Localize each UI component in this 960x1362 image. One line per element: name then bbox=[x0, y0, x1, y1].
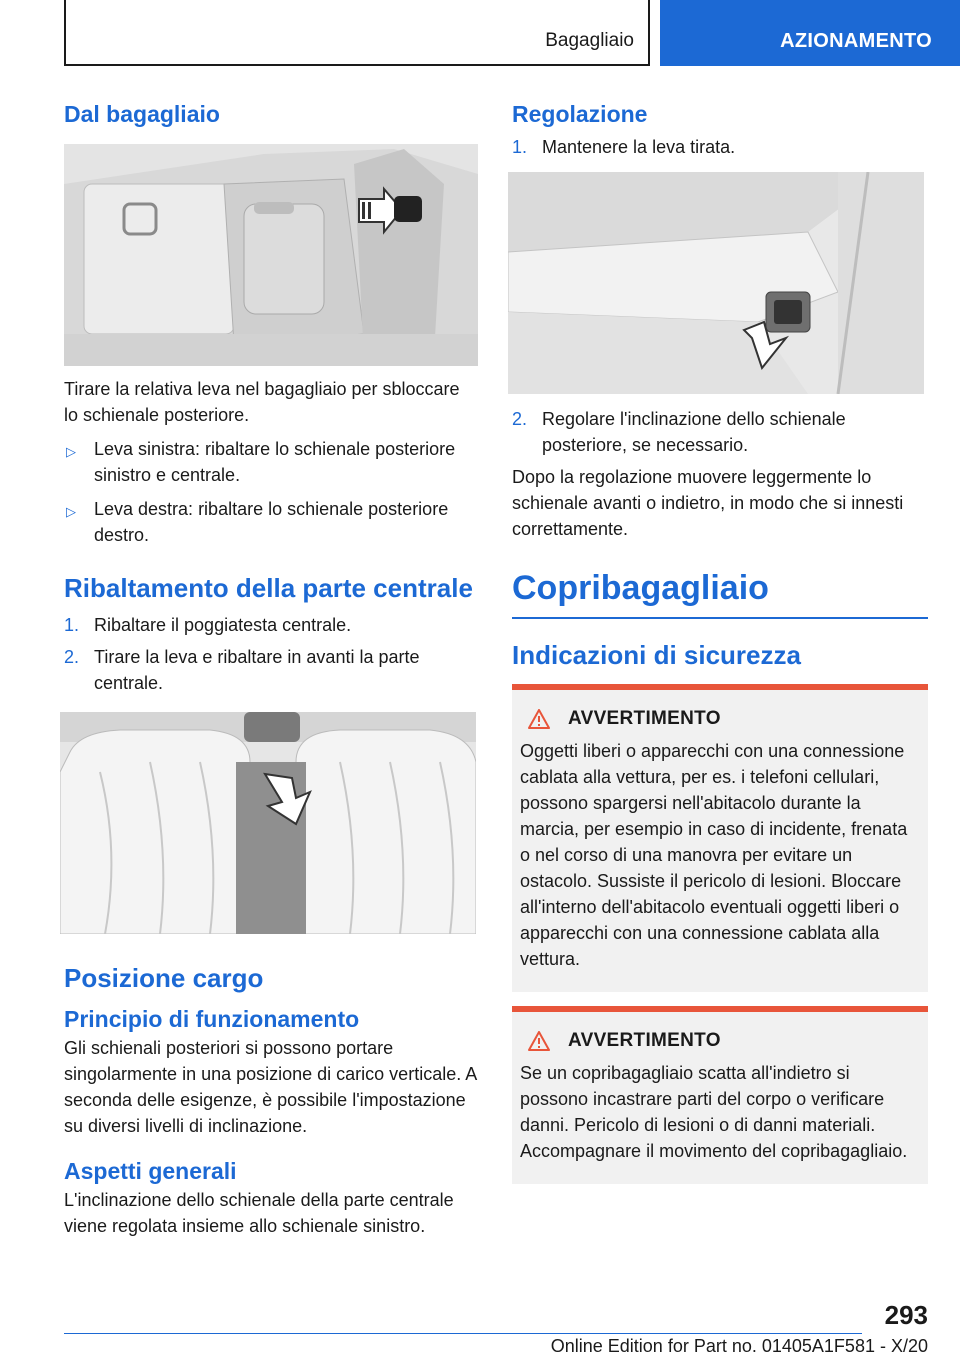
warning-text: Se un copribagagliaio scatta all'indietro si possono incastrare parti del corpo o verificare danni. Pericolo di lesioni o di danni materiali. Accompagnare il movimento del copribagagliaio. bbox=[520, 1063, 908, 1162]
heading-copribagagliaio: Copribagagliaio bbox=[512, 568, 769, 607]
step-number: 2. bbox=[512, 408, 528, 429]
left-column bbox=[64, 100, 478, 1239]
right-column bbox=[512, 100, 928, 1184]
list-item bbox=[512, 134, 928, 160]
heading-principio: Principio di funzionamento bbox=[64, 1006, 360, 1033]
footer-edition: Online Edition for Part no. 01405A1F581 - X/20 bbox=[550, 1336, 928, 1356]
heading-rule bbox=[512, 617, 928, 619]
header-section-title: Bagagliaio bbox=[545, 30, 634, 51]
bullet-text: Leva sinistra: ribaltare lo schienale posteriore sinistro e centrale. bbox=[94, 438, 456, 485]
para-tirare-leva: Tirare la relativa leva nel bagagliaio per sbloccare lo schienale posteriore. bbox=[64, 378, 460, 425]
warning-triangle-icon bbox=[528, 709, 550, 729]
page-number: 293 bbox=[884, 1300, 928, 1330]
para-principio: Gli schienali posteriori si possono portare singolarmente in una posizione di carico verticale. A seconda delle esigenze, è possibile l'impostazione su diversi livelli di inclinazione. bbox=[64, 1038, 477, 1137]
lever-bullets bbox=[64, 436, 478, 548]
heading-ribaltamento: Ribaltamento della parte centrale bbox=[64, 572, 473, 603]
regolazione-step-2 bbox=[512, 406, 928, 458]
figure-seat-recline-lever bbox=[508, 172, 924, 394]
list-item bbox=[64, 496, 478, 548]
ribaltamento-steps bbox=[64, 612, 478, 696]
step-text: Mantenere la leva tirata. bbox=[542, 136, 736, 157]
step-text: Regolare l'inclinazione dello schienale posteriore, se necessario. bbox=[542, 408, 846, 455]
warning-header bbox=[528, 708, 920, 730]
header-chapter-box bbox=[660, 0, 960, 66]
warning-triangle-icon bbox=[528, 1031, 550, 1051]
header-section-box bbox=[64, 0, 650, 66]
heading-indicazioni-sicurezza: Indicazioni di sicurezza bbox=[512, 639, 801, 670]
warning-box-1 bbox=[512, 684, 928, 992]
bullet-text: Leva destra: ribaltare lo schienale posteriore destro. bbox=[94, 498, 449, 545]
warning-text: Oggetti liberi o apparecchi con una connessione cablata alla vettura, per es. i telefoni cellulari, possono spargersi nell'abitacolo durante la marcia, per esempio in caso di incidente, frenata o nel corso di una manovra per evitare un ostacolo. Sussiste il pericolo di lesioni. Bloccare all'interno dell'abitacolo eventuali oggetti liberi o apparecchi con una connessione cablata alla vettura. bbox=[520, 741, 908, 970]
step-number: 1. bbox=[512, 136, 528, 157]
footer-rule bbox=[64, 1333, 862, 1334]
list-item bbox=[64, 644, 478, 696]
step-number: 2. bbox=[64, 646, 80, 667]
heading-dal-bagagliaio: Dal bagagliaio bbox=[64, 101, 220, 127]
warning-header bbox=[528, 1030, 920, 1052]
regolazione-step-1 bbox=[512, 134, 928, 160]
triangle-right-icon: ▷ bbox=[66, 503, 76, 519]
figure-trunk-lever bbox=[64, 144, 478, 366]
heading-regolazione: Regolazione bbox=[512, 101, 648, 127]
warning-title: AVVERTIMENTO bbox=[568, 1030, 721, 1052]
warning-title: AVVERTIMENTO bbox=[568, 708, 721, 730]
warning-box-2 bbox=[512, 1006, 928, 1184]
step-text: Tirare la leva e ribaltare in avanti la parte centrale. bbox=[94, 646, 420, 693]
para-dopo-regolazione: Dopo la regolazione muovere leggermente lo schienale avanti o indietro, in modo che si innesti correttamente. bbox=[512, 466, 904, 539]
para-aspetti: L'inclinazione dello schienale della parte centrale viene regolata insieme allo schienale sinistro. bbox=[64, 1190, 454, 1237]
list-item bbox=[64, 612, 478, 638]
list-item bbox=[64, 436, 478, 488]
triangle-right-icon: ▷ bbox=[66, 443, 76, 459]
list-item bbox=[512, 406, 928, 458]
heading-posizione-cargo: Posizione cargo bbox=[64, 962, 264, 993]
step-text: Ribaltare il poggiatesta centrale. bbox=[94, 614, 352, 635]
step-number: 1. bbox=[64, 614, 80, 635]
figure-rear-seat-center bbox=[60, 712, 476, 934]
header-chapter-title: AZIONAMENTO bbox=[780, 30, 932, 52]
heading-aspetti-generali: Aspetti generali bbox=[64, 1158, 237, 1185]
